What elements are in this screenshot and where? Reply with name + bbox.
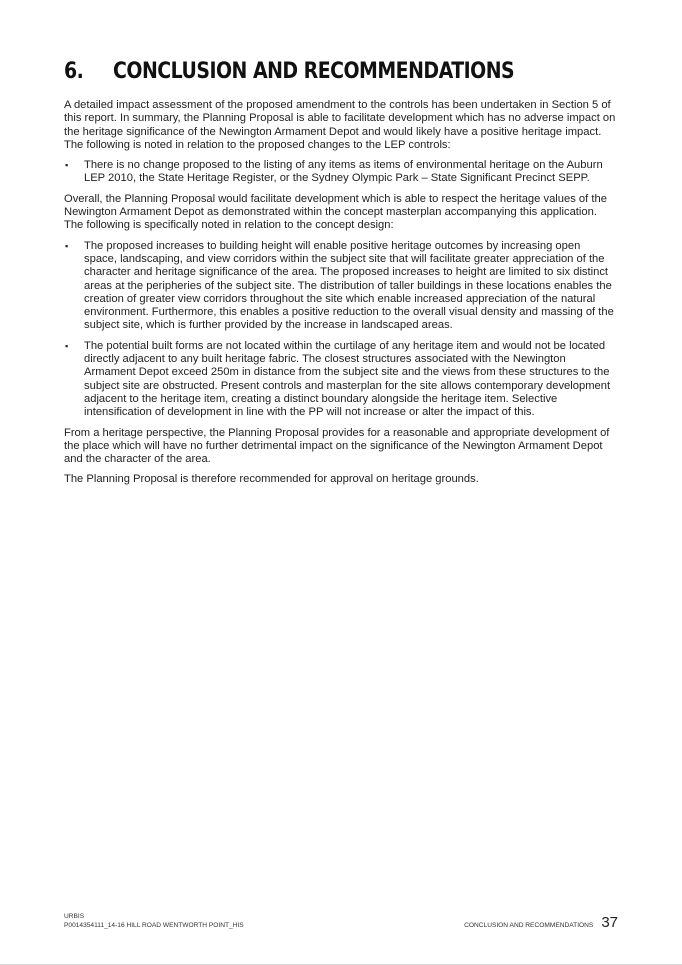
recommendation-paragraph: The Planning Proposal is therefore recommended for approval on heritage grounds. <box>64 473 479 486</box>
footer-right <box>464 914 618 931</box>
overall-paragraph: Overall, the Planning Proposal would facilitate development which is able to respect the heritage values of the Newington Armament Depot as demonstrated within the concept masterplan accompanying this application. The following is specifically noted in relation to the concept design: <box>64 192 607 232</box>
list-item-text: The proposed increases to building height will enable positive heritage outcomes by increasing open space, landscaping, and view corridors within the subject site that will facilitate greater appreciation of the character and heritage significance of the area. The proposed increases to height are limited to six distinct areas at the peripheries of the subject site. The distribution of taller buildings in these locations enables the creation of greater view corridors throughout the site which enable increased appreciation of the natural environment. Furthermore, this enables a positive reduction to the overall visual density and massing of the subject site, which is further provided by the increase in landscaped areas. <box>84 239 614 332</box>
footer-left <box>64 912 244 930</box>
footer-section-title: CONCLUSION AND RECOMMENDATIONS <box>464 922 594 929</box>
list-item <box>64 340 616 420</box>
lep-bullet-list <box>64 159 616 186</box>
footer-reference: P0014354111_14-16 HILL ROAD WENTWORTH POINT_HIS <box>64 922 244 929</box>
list-item-text: There is no change proposed to the listing of any items as items of environmental heritage on the Auburn LEP 2010, the State Heritage Register, or the Sydney Olympic Park – State Significant Precinct SEPP. <box>84 159 603 185</box>
bullet-icon: ▪ <box>65 240 69 251</box>
page-number: 37 <box>601 914 618 931</box>
list-item-text: The potential built forms are not located within the curtilage of any heritage item and would not be located directly adjacent to any built heritage fabric. The closest structures associated with the Newington Armament Depot exceed 250m in distance from the subject site and the views from these structures to the subject site are obstructed. Present controls and masterplan for the site allows contemporary development adjacent to the heritage item, creating a distinct boundary alongside the heritage item. Selective intensification of development in line with the PP will not increase or alter the impact of this. <box>84 339 611 419</box>
section-heading <box>64 60 514 84</box>
section-number: 6. <box>64 59 84 84</box>
footer-company: URBIS <box>64 913 85 920</box>
bullet-icon: ▪ <box>65 340 69 351</box>
design-bullet-list <box>64 240 616 420</box>
list-item <box>64 159 616 186</box>
list-item <box>64 240 616 333</box>
section-title: CONCLUSION AND RECOMMENDATIONS <box>113 59 515 84</box>
heritage-perspective-paragraph: From a heritage perspective, the Planning Proposal provides for a reasonable and appropriate development of the place which will have no further detrimental impact on the significance of the Newington Armament Depot and the character of the area. <box>64 426 610 466</box>
bullet-icon: ▪ <box>65 160 69 171</box>
intro-paragraph: A detailed impact assessment of the proposed amendment to the controls has been undertaken in Section 5 of this report. In summary, the Planning Proposal is able to facilitate development which has no adverse impact on the heritage significance of the Newington Armament Depot and would likely have a positive heritage impact. The following is noted in relation to the proposed changes to the LEP controls: <box>64 99 616 151</box>
body-text <box>64 99 616 494</box>
